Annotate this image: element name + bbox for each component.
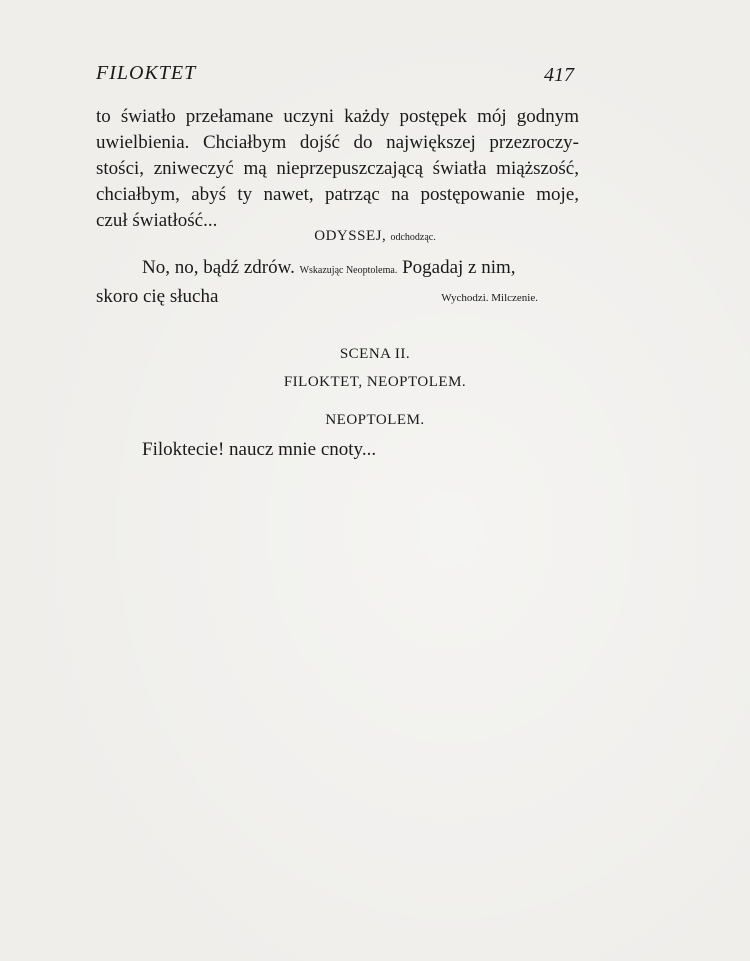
speaker-odyssej bbox=[0, 228, 750, 245]
paragraph-1-line-3: stości, zniweczyć mą nieprzepuszczającą światła miąższość, bbox=[96, 158, 579, 179]
speaker-name: ODYSSEJ, bbox=[314, 228, 387, 244]
running-title: FILOKTET bbox=[96, 62, 197, 84]
speech-odyssej-line-1 bbox=[96, 255, 579, 284]
paragraph-1-line-5: czuł światłość... bbox=[96, 210, 218, 231]
running-header bbox=[96, 62, 574, 92]
paragraph-1-line-1: to światło przełamane uczyni każdy postępek mój godnym bbox=[96, 106, 579, 127]
paragraph-1-line-2: uwielbienia. Chciałbym dojść do największej przezroczy- bbox=[96, 132, 579, 153]
paragraph-1-line-4: chciałbym, abyś ty nawet, patrząc na postępowanie moje, bbox=[96, 184, 579, 205]
stage-direction-odchodzac: odchodząc. bbox=[390, 232, 436, 243]
stage-direction-exit: Wychodzi. Milczenie. bbox=[441, 292, 538, 304]
scene-heading: SCENA II. bbox=[339, 346, 411, 362]
page-number: 417 bbox=[544, 64, 574, 86]
speech-odyssej-part-2: Pogadaj z nim, bbox=[402, 257, 516, 278]
stage-direction-wskazujac: Wskazując Neoptolema. bbox=[299, 265, 398, 276]
speech-odyssej-part-1: No, no, bądź zdrów. bbox=[142, 257, 295, 278]
speaker-neoptolem: NEOPTOLEM. bbox=[325, 412, 425, 428]
speech-odyssej-line-2: skoro cię słucha bbox=[96, 286, 219, 307]
speech-neoptolem bbox=[96, 437, 579, 463]
scene-characters: FILOKTET, NEOPTOLEM. bbox=[283, 374, 467, 390]
speech-neoptolem-line-1: Filoktecie! naucz mnie cnoty... bbox=[142, 439, 377, 460]
paragraph-1 bbox=[96, 104, 579, 234]
